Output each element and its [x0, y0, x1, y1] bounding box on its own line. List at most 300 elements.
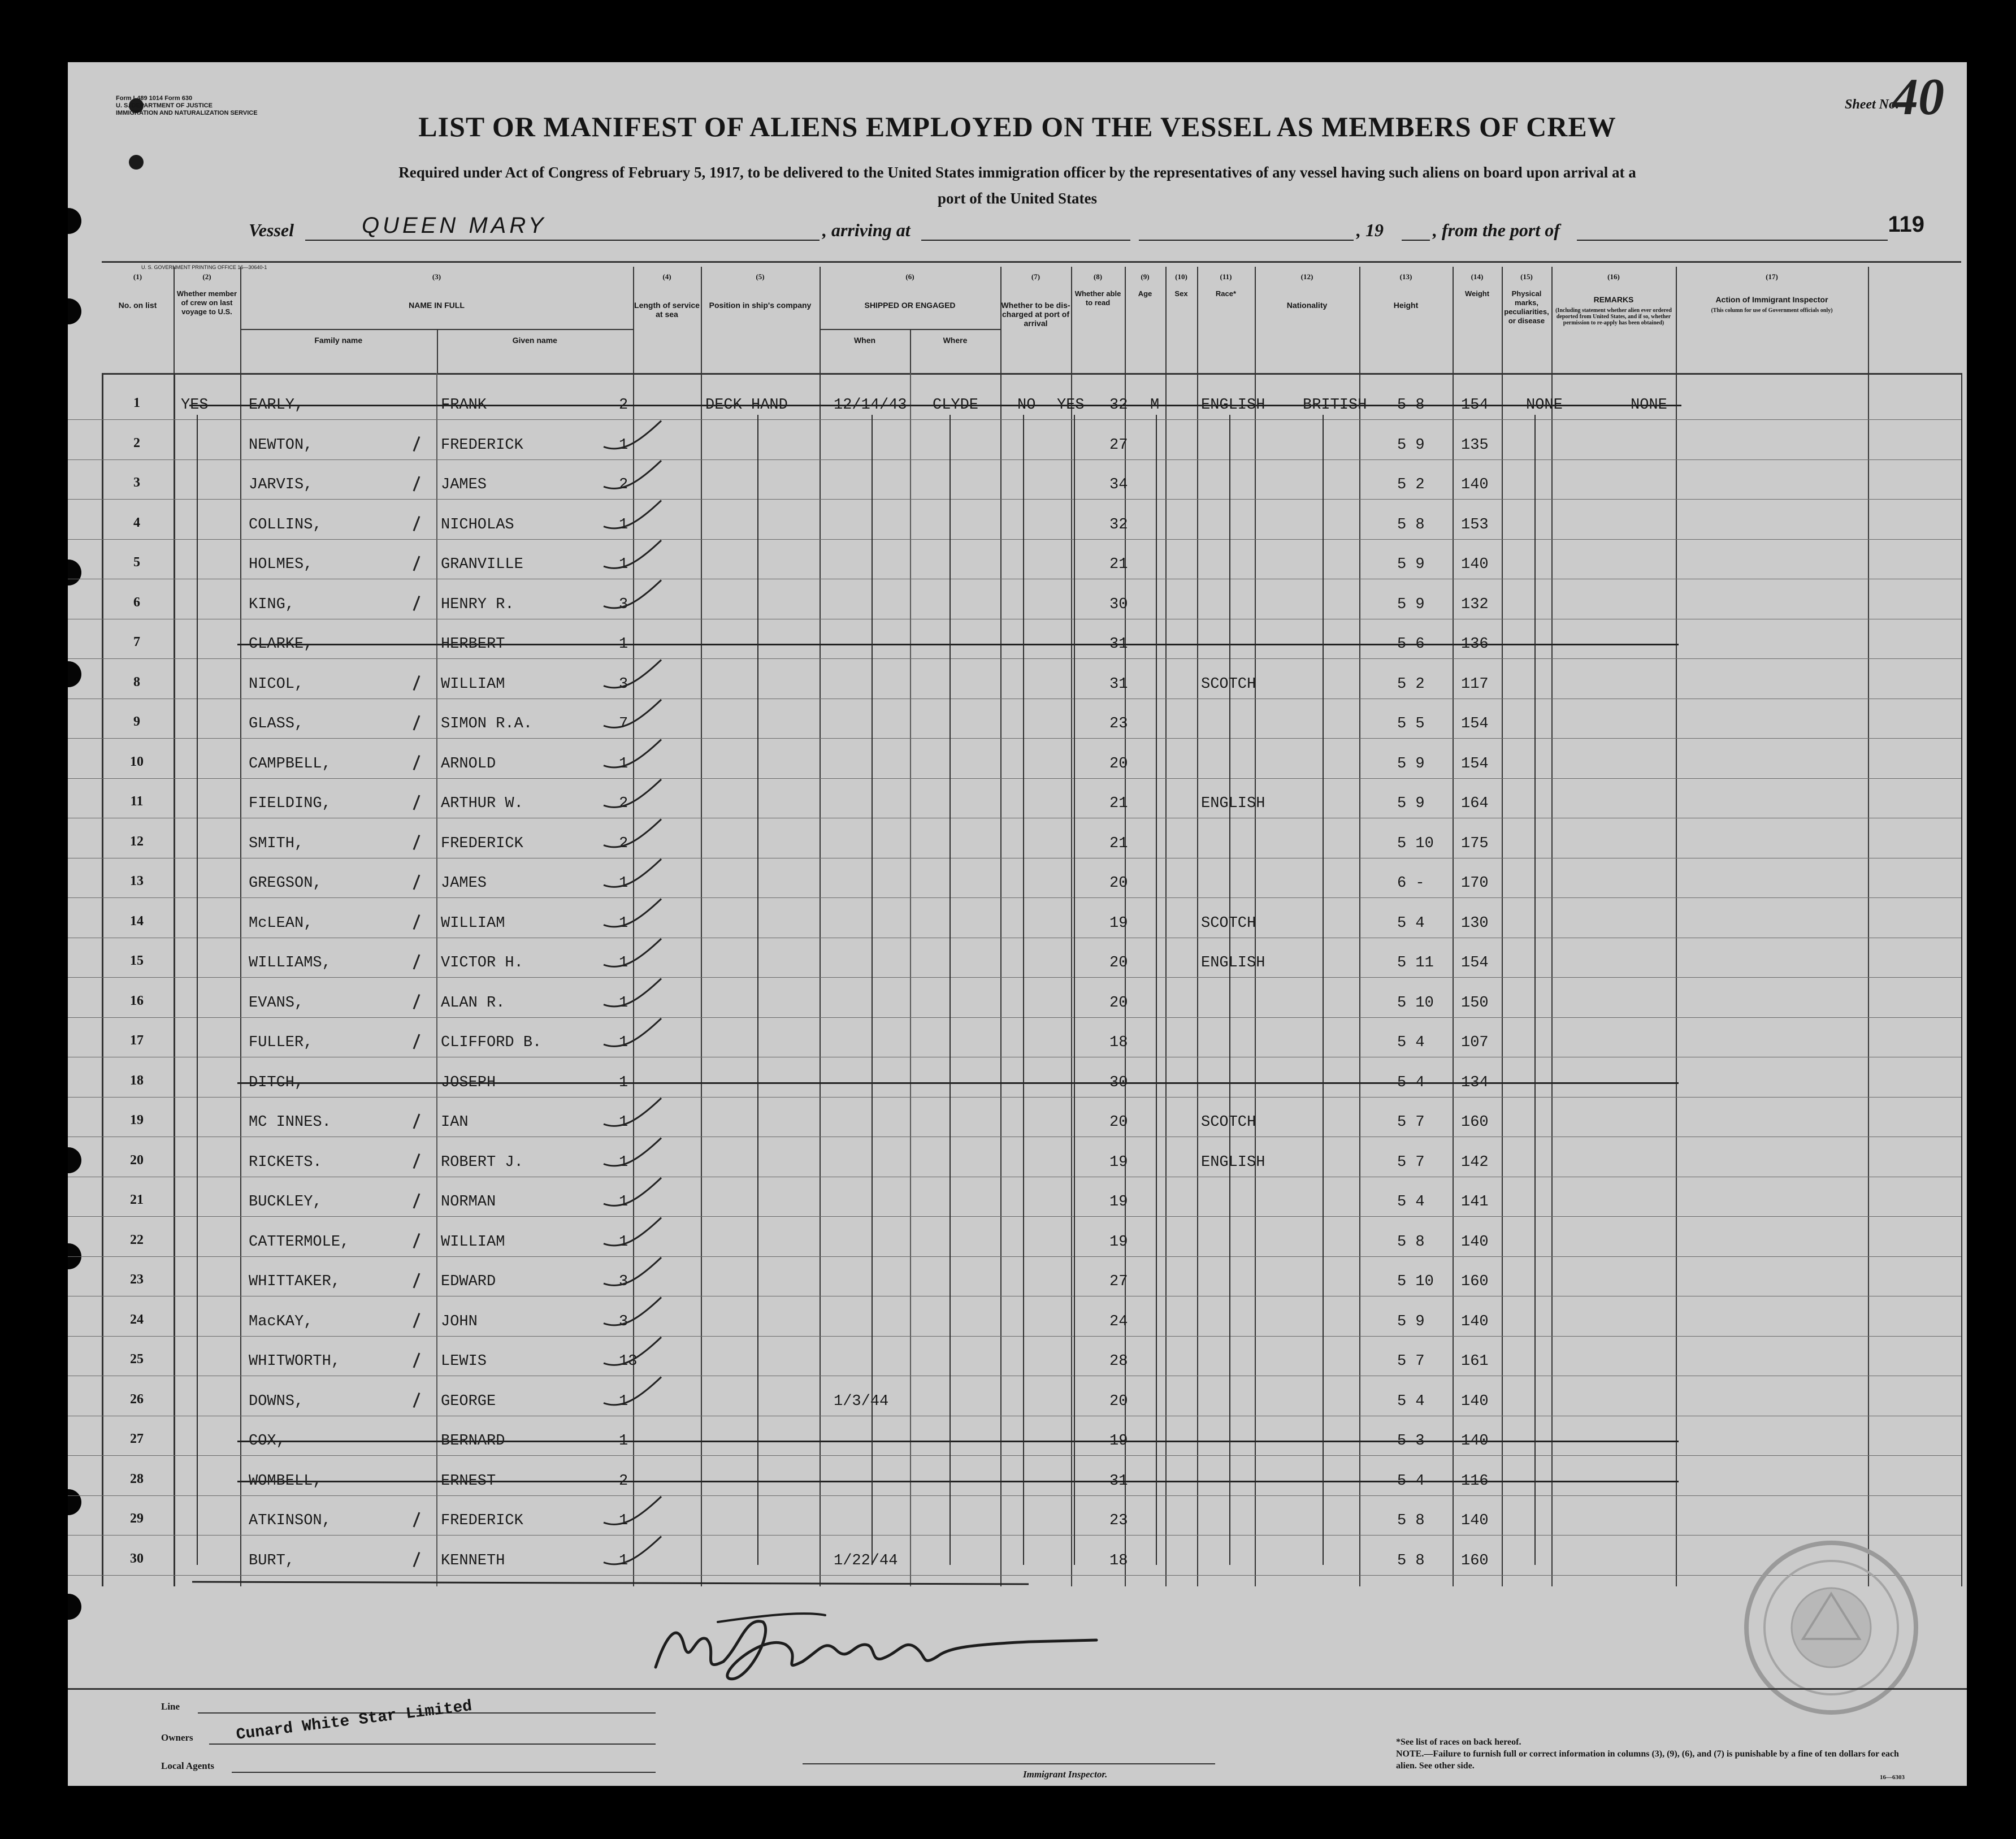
- cell-weight: 175: [1461, 835, 1489, 852]
- cell-family: CATTERMOLE,: [249, 1233, 350, 1251]
- cell-race: ENGLISH: [1201, 397, 1265, 414]
- cell-family: GLASS,: [249, 715, 304, 732]
- cell-position: DECK HAND: [705, 397, 788, 414]
- cell-weight: 140: [1461, 1433, 1489, 1450]
- cell-discharged: NO: [1017, 397, 1036, 414]
- tally-slash: [414, 1393, 419, 1408]
- check-mark: [604, 1257, 661, 1285]
- check-marks: [68, 267, 1967, 1586]
- row-number: 16: [130, 993, 144, 1008]
- inspector-label: Immigrant Inspector.: [1023, 1769, 1108, 1780]
- cell-family: MC INNES.: [249, 1114, 331, 1131]
- check-mark: [604, 779, 661, 807]
- cell-service: 1: [619, 1393, 628, 1410]
- cell-service: 1: [619, 914, 628, 932]
- cell-weight: 140: [1461, 1233, 1489, 1251]
- cell-height: 5 10: [1397, 835, 1434, 852]
- cell-service: 1: [619, 1074, 628, 1091]
- column-label: REMARKS: [1593, 295, 1634, 304]
- check-mark: [604, 660, 661, 688]
- check-mark: [604, 819, 661, 847]
- row-number: 23: [130, 1272, 144, 1287]
- cell-family: GREGSON,: [249, 875, 322, 892]
- cell-family: SMITH,: [249, 835, 304, 852]
- cell-height: 5 2: [1397, 476, 1425, 493]
- row-number: 5: [133, 555, 140, 570]
- cell-weight: 154: [1461, 715, 1489, 732]
- cell-weight: 136: [1461, 636, 1489, 653]
- cell-service: 1: [619, 875, 628, 892]
- cell-weight: 154: [1461, 955, 1489, 971]
- cell-service: 1: [619, 556, 628, 573]
- cell-family: CAMPBELL,: [249, 755, 331, 773]
- cell-when: 12/14/43: [834, 397, 907, 414]
- cell-weight: 140: [1461, 1512, 1489, 1529]
- column-number: (5): [756, 272, 765, 281]
- cell-given: NICHOLAS: [441, 516, 514, 534]
- row-number: 4: [133, 515, 140, 530]
- port-underline: [1577, 240, 1888, 241]
- column-label: Weight: [1464, 289, 1490, 298]
- check-mark: [604, 540, 661, 568]
- tally-slash: [414, 596, 419, 611]
- manifest-number: 119: [1888, 212, 1924, 237]
- penalty-note: NOTE.—Failure to furnish full or correct information in columns (3), (9), (6), and (7) is punishable by a fine of ten dollars for each alien. See other side.: [1396, 1749, 1899, 1771]
- check-mark: [604, 740, 661, 767]
- cell-weight: 142: [1461, 1153, 1489, 1171]
- tally-slash: [414, 676, 419, 691]
- row-number: 18: [130, 1073, 144, 1088]
- check-mark: [604, 1337, 661, 1365]
- subtitle-line: Required under Act of Congress of February 5, 1917, to be delivered to the United States immigration officer by the representatives of any vessel having such aliens on board upon arrival at a: [398, 164, 1636, 181]
- vessel-label: Vessel: [249, 220, 294, 240]
- cell-height: 5 11: [1397, 955, 1434, 971]
- cell-family: COLLINS,: [249, 516, 322, 534]
- row-number: 22: [130, 1232, 144, 1247]
- cell-age: 20: [1109, 875, 1128, 892]
- cell-service: 3: [619, 675, 628, 693]
- cell-given: FRANK: [441, 397, 487, 414]
- closing-line: [192, 1582, 1029, 1584]
- cell-family: ATKINSON,: [249, 1512, 331, 1529]
- cell-service: 1: [619, 1233, 628, 1251]
- cell-service: 7: [619, 715, 628, 732]
- row-number: 12: [130, 834, 144, 849]
- row-number: 15: [130, 953, 144, 968]
- cell-age: 34: [1109, 476, 1128, 493]
- cell-weight: 140: [1461, 1393, 1489, 1410]
- column-label: NAME IN FULL: [409, 301, 465, 310]
- column-note: (Including statement whether alien ever ordered deported from United States, and if so, whether permission to re-apply has been obtained): [1555, 307, 1672, 326]
- punch-hole: [68, 208, 81, 234]
- cell-family: WOMBELL,: [249, 1472, 322, 1490]
- column-label: Age: [1138, 289, 1152, 298]
- row-number: 10: [130, 754, 144, 769]
- column-number: (16): [1607, 272, 1620, 281]
- cell-height: 5 9: [1397, 1313, 1425, 1330]
- cell-when: 1/22/44: [834, 1552, 898, 1569]
- column-number: (9): [1141, 272, 1150, 281]
- cell-height: 5 4: [1397, 1393, 1425, 1410]
- column-label: Height: [1393, 301, 1419, 310]
- cell-height: 5 4: [1397, 1472, 1425, 1490]
- column-number: (17): [1766, 272, 1778, 281]
- inspector-signature: [633, 1599, 1142, 1690]
- cell-given: WILLIAM: [441, 914, 505, 932]
- cell-read: YES: [1057, 397, 1085, 414]
- cell-height: 5 8: [1397, 1233, 1425, 1251]
- row-number: 6: [133, 595, 140, 610]
- cell-given: HERBERT: [441, 636, 505, 653]
- cell-age: 20: [1109, 755, 1128, 773]
- cell-service: 1: [619, 516, 628, 534]
- column-label: Whether to be dis-charged at port of arrival: [1001, 301, 1070, 328]
- row-number: 26: [130, 1391, 144, 1407]
- tally-slash: [414, 995, 419, 1009]
- row-number: 11: [130, 794, 144, 809]
- cell-given: ERNEST: [441, 1472, 496, 1490]
- column-number: (1): [133, 272, 142, 281]
- cell-weight: 160: [1461, 1273, 1489, 1290]
- cell-height: 5 9: [1397, 556, 1425, 573]
- tally-slash: [414, 1234, 419, 1248]
- cell-age: 20: [1109, 994, 1128, 1012]
- row-number: 25: [130, 1352, 144, 1367]
- cell-race: SCOTCH: [1201, 675, 1256, 693]
- year-label: , 19: [1356, 220, 1384, 240]
- column-label: Physical marks, peculiarities, or disease: [1504, 289, 1549, 325]
- cell-family: McLEAN,: [249, 914, 313, 932]
- subheader-label: Given name: [512, 336, 557, 345]
- column-number: (12): [1300, 272, 1313, 281]
- tally-slash: [414, 835, 419, 850]
- cell-age: 21: [1109, 835, 1128, 852]
- cell-age: 24: [1109, 1313, 1128, 1330]
- column-number: (14): [1471, 272, 1484, 281]
- cell-given: SIMON R.A.: [441, 715, 533, 732]
- cell-age: 31: [1109, 636, 1128, 653]
- cell-family: RICKETS.: [249, 1153, 322, 1171]
- column-label: Action of Immigrant Inspector: [1715, 295, 1828, 304]
- cell-service: 1: [619, 994, 628, 1012]
- row-number: 8: [133, 674, 140, 689]
- cell-weight: 107: [1461, 1034, 1489, 1051]
- cell-service: 1: [619, 755, 628, 773]
- column-number: (11): [1220, 272, 1232, 281]
- cell-height: 5 4: [1397, 1074, 1425, 1091]
- cell-race: ENGLISH: [1201, 1153, 1265, 1171]
- check-mark: [604, 979, 661, 1007]
- form-code: 16—6303: [1880, 1774, 1905, 1781]
- check-mark: [604, 1018, 661, 1046]
- tally-slash: [414, 1313, 419, 1328]
- cell-given: WILLIAM: [441, 675, 505, 693]
- cell-weight: 140: [1461, 476, 1489, 493]
- check-mark: [604, 1178, 661, 1205]
- cell-family: EARLY,: [249, 397, 304, 414]
- year-underline: [1402, 240, 1430, 241]
- cell-race: ENGLISH: [1201, 795, 1265, 812]
- row-number: 17: [130, 1033, 144, 1048]
- vessel-name: QUEEN MARY: [362, 213, 547, 238]
- arriving-underline: [921, 240, 1130, 241]
- cell-height: 5 8: [1397, 397, 1425, 414]
- cell-service: 1: [619, 636, 628, 653]
- cell-age: 20: [1109, 955, 1128, 971]
- column-label: Whether able to read: [1074, 289, 1121, 307]
- cell-age: 30: [1109, 596, 1128, 613]
- row-number: 1: [133, 396, 140, 410]
- cell-age: 27: [1109, 436, 1128, 454]
- cell-age: 20: [1109, 1114, 1128, 1131]
- cell-weight: 140: [1461, 1313, 1489, 1330]
- cell-given: FREDERICK: [441, 436, 523, 454]
- owners-underline: [209, 1743, 656, 1745]
- cell-height: 5 2: [1397, 675, 1425, 693]
- cell-height: 5 7: [1397, 1353, 1425, 1370]
- cell-height: 5 10: [1397, 994, 1434, 1012]
- check-mark: [604, 501, 661, 528]
- crew-manifest-table: [68, 267, 1967, 1688]
- cell-height: 5 8: [1397, 516, 1425, 534]
- cell-given: FREDERICK: [441, 835, 523, 852]
- cell-given: GEORGE: [441, 1393, 496, 1410]
- cell-family: KING,: [249, 596, 295, 613]
- cell-family: WILLIAMS,: [249, 955, 331, 971]
- tally-slash: [414, 517, 419, 531]
- column-note: (This column for use of Government officials only): [1711, 307, 1833, 314]
- column-label: Sex: [1174, 289, 1188, 298]
- cell-weight: 135: [1461, 436, 1489, 454]
- cell-height: 5 9: [1397, 755, 1425, 773]
- cell-family: EVANS,: [249, 994, 304, 1012]
- row-number: 20: [130, 1152, 144, 1168]
- cell-given: IAN: [441, 1114, 469, 1131]
- check-mark: [604, 1138, 661, 1166]
- cell-service: 3: [619, 596, 628, 613]
- port-label: , from the port of: [1433, 220, 1560, 240]
- cell-family: NICOL,: [249, 675, 304, 693]
- check-mark: [604, 939, 661, 966]
- department: U. S. DEPARTMENT OF JUSTICE: [116, 102, 213, 109]
- subheader-label: Family name: [314, 336, 363, 345]
- cell-age: 27: [1109, 1273, 1128, 1290]
- tally-slash: [414, 955, 419, 969]
- cell-given: JAMES: [441, 875, 487, 892]
- cell-family: HOLMES,: [249, 556, 313, 573]
- check-mark: [604, 421, 661, 449]
- cell-weight: 141: [1461, 1194, 1489, 1211]
- tally-slash: [414, 1034, 419, 1049]
- cell-service: 1: [619, 1512, 628, 1529]
- column-number: (7): [1031, 272, 1040, 281]
- cell-given: WILLIAM: [441, 1233, 505, 1251]
- cell-given: ROBERT J.: [441, 1153, 523, 1171]
- check-mark: [604, 461, 661, 488]
- cell-service: 2: [619, 795, 628, 812]
- cell-height: 5 4: [1397, 914, 1425, 932]
- subtitle-line: port of the United States: [938, 190, 1097, 207]
- cell-given: KENNETH: [441, 1552, 505, 1569]
- cell-remarks: NONE: [1631, 397, 1667, 414]
- cell-given: ARNOLD: [441, 755, 496, 773]
- table-top-border: [102, 261, 1961, 263]
- inspector-underline: [803, 1763, 1215, 1764]
- cell-nationality: BRITISH: [1303, 397, 1367, 414]
- row-number: 2: [133, 435, 140, 450]
- check-mark: [604, 859, 661, 887]
- cell-given: JOSEPH: [441, 1074, 496, 1091]
- row-number: 30: [130, 1551, 144, 1566]
- check-mark: [604, 1098, 661, 1126]
- cell-height: 5 6: [1397, 636, 1425, 653]
- tally-slash: [414, 795, 419, 810]
- cell-height: 5 9: [1397, 596, 1425, 613]
- agents-underline: [232, 1772, 656, 1773]
- check-mark: [604, 1377, 661, 1405]
- row-number: 3: [133, 475, 140, 490]
- tally-slash: [414, 556, 419, 571]
- column-number: (10): [1175, 272, 1187, 281]
- cell-service: 3: [619, 1313, 628, 1330]
- cell-given: JAMES: [441, 476, 487, 493]
- cell-weight: 154: [1461, 397, 1489, 414]
- cell-age: 31: [1109, 1472, 1128, 1490]
- cell-age: 23: [1109, 715, 1128, 732]
- column-label: Race*: [1215, 289, 1237, 298]
- cell-height: 5 8: [1397, 1552, 1425, 1569]
- cell-race: SCOTCH: [1201, 1114, 1256, 1131]
- check-mark: [604, 700, 661, 727]
- cell-family: DITCH,: [249, 1074, 304, 1091]
- sheet-number: 40: [1892, 68, 1944, 125]
- cell-service: 1: [619, 1433, 628, 1450]
- cell-weight: 132: [1461, 596, 1489, 613]
- cell-age: 32: [1109, 397, 1128, 414]
- cell-service: 1: [619, 1114, 628, 1131]
- subheader-label: When: [853, 336, 876, 345]
- local-agents-label: Local Agents: [161, 1760, 214, 1771]
- tally-slash: [414, 1552, 419, 1567]
- cell-family: NEWTON,: [249, 436, 313, 454]
- cell-given: NORMAN: [441, 1194, 496, 1211]
- cell-weight: 160: [1461, 1552, 1489, 1569]
- cell-family: FIELDING,: [249, 795, 331, 812]
- cell-given: LEWIS: [441, 1353, 487, 1370]
- cell-age: 19: [1109, 1233, 1128, 1251]
- cell-given: GRANVILLE: [441, 556, 523, 573]
- row-number: 19: [130, 1113, 144, 1127]
- cell-service: 1: [619, 955, 628, 971]
- row-number: 13: [130, 874, 144, 888]
- column-label: Nationality: [1286, 301, 1328, 310]
- races-note: *See list of races on back hereof.: [1396, 1737, 1521, 1747]
- cell-service: 2: [619, 835, 628, 852]
- check-mark: [604, 1537, 661, 1564]
- cell-sex: M: [1150, 397, 1160, 414]
- cell-weight: 140: [1461, 556, 1489, 573]
- cell-given: EDWARD: [441, 1273, 496, 1290]
- cell-given: VICTOR H.: [441, 955, 523, 971]
- cell-height: 5 5: [1397, 715, 1425, 732]
- form-id: Form I-489 1014 Form 630: [116, 95, 193, 102]
- vessel-line: [249, 214, 1888, 244]
- check-mark: [604, 899, 661, 927]
- cell-age: 18: [1109, 1034, 1128, 1051]
- cell-prev: YES: [181, 397, 209, 414]
- row-number: 27: [130, 1432, 144, 1446]
- tally-slash: [414, 476, 419, 491]
- column-label: Length of service at sea: [634, 301, 700, 319]
- column-number: (3): [432, 272, 441, 281]
- cell-height: 6 -: [1397, 875, 1425, 892]
- cell-height: 5 10: [1397, 1273, 1434, 1290]
- printer-note: U. S. GOVERNMENT PRINTING OFFICE 16—30640-1: [141, 264, 267, 270]
- footer-notes: [1396, 1736, 1905, 1784]
- cell-weight: 160: [1461, 1114, 1489, 1131]
- subheader-label: Where: [943, 336, 968, 345]
- cell-family: DOWNS,: [249, 1393, 304, 1410]
- cell-weight: 153: [1461, 516, 1489, 534]
- cell-given: ARTHUR W.: [441, 795, 523, 812]
- cell-service: 1: [619, 436, 628, 454]
- manifest-footer: [68, 1688, 1967, 1786]
- cell-height: 5 9: [1397, 795, 1425, 812]
- row-number: 7: [133, 635, 140, 649]
- cell-age: 32: [1109, 516, 1128, 534]
- cell-family: BUCKLEY,: [249, 1194, 322, 1211]
- tally-slash: [414, 915, 419, 930]
- cell-age: 18: [1109, 1552, 1128, 1569]
- cell-given: ALAN R.: [441, 994, 505, 1012]
- tally-slash: [414, 756, 419, 770]
- cell-family: JARVIS,: [249, 476, 313, 493]
- cell-age: 20: [1109, 1393, 1128, 1410]
- cell-service: 2: [619, 397, 628, 414]
- cell-weight: 117: [1461, 675, 1489, 693]
- column-number: (8): [1093, 272, 1103, 281]
- cell-age: 19: [1109, 914, 1128, 932]
- cell-service: 3: [619, 1273, 628, 1290]
- vessel-underline: [305, 240, 820, 241]
- cell-race: ENGLISH: [1201, 955, 1265, 971]
- cell-family: FULLER,: [249, 1034, 313, 1051]
- column-label: No. on list: [118, 301, 157, 310]
- cell-when: 1/3/44: [834, 1393, 889, 1410]
- column-number: (13): [1399, 272, 1412, 281]
- page-subtitle: [113, 159, 1922, 211]
- cell-age: 21: [1109, 556, 1128, 573]
- cell-family: WHITWORTH,: [249, 1353, 341, 1370]
- tally-slash: [414, 1273, 419, 1288]
- column-number: (15): [1520, 272, 1533, 281]
- tally-slash: [414, 1512, 419, 1527]
- cell-weight: 134: [1461, 1074, 1489, 1091]
- check-mark: [604, 1298, 661, 1325]
- cell-weight: 150: [1461, 994, 1489, 1012]
- cell-service: 13: [619, 1353, 638, 1370]
- cell-service: 1: [619, 1194, 628, 1211]
- cell-height: 5 4: [1397, 1034, 1425, 1051]
- tally-slash: [414, 1194, 419, 1208]
- row-number: 28: [130, 1471, 144, 1486]
- cell-given: JOHN: [441, 1313, 478, 1330]
- cell-weight: 164: [1461, 795, 1489, 812]
- cell-age: 23: [1109, 1512, 1128, 1529]
- cell-given: CLIFFORD B.: [441, 1034, 542, 1051]
- cell-age: 19: [1109, 1153, 1128, 1171]
- tally-slash: [414, 437, 419, 452]
